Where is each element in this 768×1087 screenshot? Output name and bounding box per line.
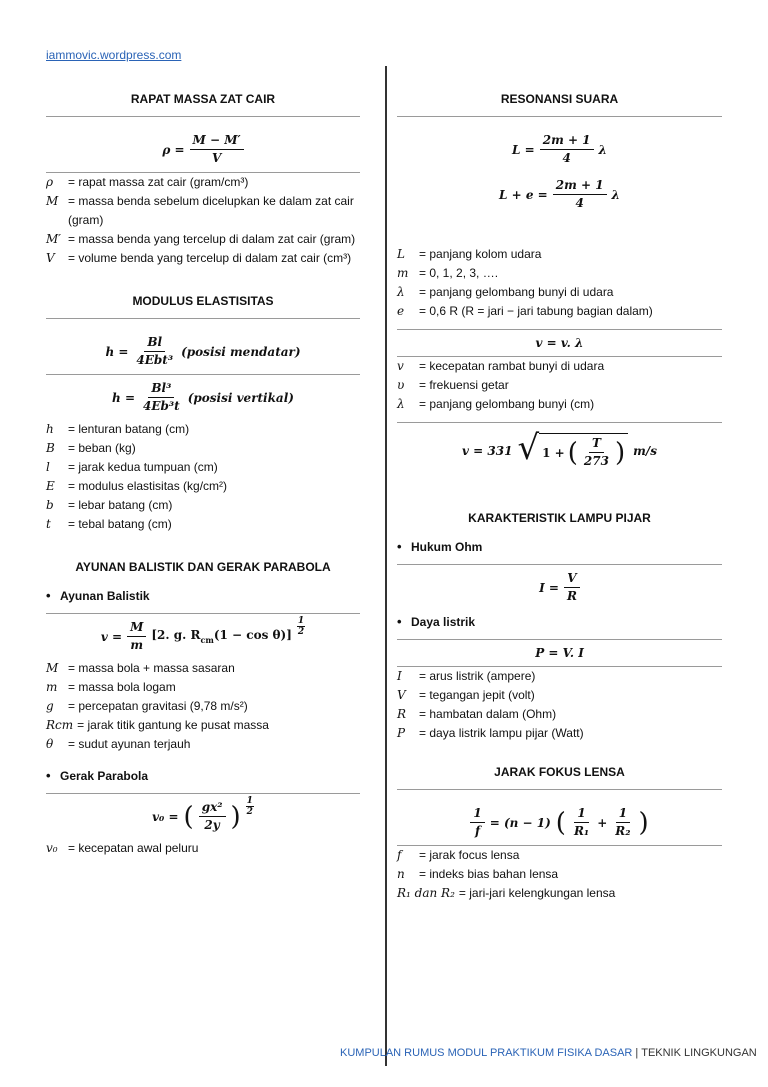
left-column: [46, 92, 360, 866]
square-root: √ 1 + ( $\frac{T}{273}$ ): [517, 433, 628, 469]
definition-row: ρ = rapat massa zat cair (gram/cm³): [46, 175, 249, 189]
exponent-fraction: $\frac{1}{2}$: [246, 796, 253, 817]
definition-row: g = percepatan gravitasi (9,78 m/s²): [46, 699, 248, 713]
page-footer: [340, 1047, 757, 1059]
fraction: $\frac{V}{R}$: [564, 571, 580, 604]
formula-rapat: [46, 127, 360, 173]
definition-row: E = modulus elastisitas (kg/cm²): [46, 479, 228, 493]
fraction: $\frac{2m + 1}{4}$: [553, 178, 607, 211]
definition-row: L = panjang kolom udara: [397, 247, 542, 261]
definition-row: n = indeks bias bahan lensa: [397, 867, 559, 881]
definition-row: v₀ = kecepatan awal peluru: [46, 841, 199, 855]
section-title-lampu: KARAKTERISTIK LAMPU PIJAR: [468, 511, 651, 525]
denominator: V: [211, 151, 222, 165]
formula-daya-listrik: P = V. I: [397, 639, 722, 667]
fraction: $\frac{\text{Bl³}}{\text{4Eb³t}}$: [143, 381, 180, 413]
exponent-fraction: $\frac{1}{2}$: [297, 616, 305, 637]
definition-row: M′ = massa benda yang tercelup di dalam zat cair (gram): [46, 232, 356, 246]
definition-row: m = massa bola logam: [46, 680, 176, 694]
definition-row: M = massa benda sebelum dicelupkan ke dalam zat cair (gram): [46, 194, 354, 227]
formula-modulus-vertikal: h = $\frac{\text{Bl³}}{\text{4Eb³t}}$ (posisi vertikal): [112, 381, 294, 413]
definition-row: P = daya listrik lampu pijar (Watt): [397, 726, 584, 740]
formula-resonansi-2: L + e = $\frac{2m + 1}{4}$ λ: [499, 178, 620, 210]
footer-department: TEKNIK LINGKUNGAN: [641, 1047, 757, 1059]
section-title-modulus: MODULUS ELASTISITAS: [46, 294, 360, 319]
formula-cepat-rambat: v = v. λ: [397, 329, 722, 357]
fraction: $\frac{\text{gx²}}{2y}$: [199, 800, 226, 833]
section-title-lensa: JARAK FOKUS LENSA: [397, 765, 722, 790]
section-title-resonansi: RESONANSI SUARA: [397, 92, 722, 117]
fraction: $\frac{1}{\text{R₁}}$: [573, 806, 590, 838]
formula-resonansi-1: L = $\frac{2m + 1}{4}$ λ: [512, 133, 607, 165]
numerator: M − M′: [190, 133, 244, 150]
definition-row: Rcm = jarak titik gantung ke pusat massa: [46, 718, 269, 732]
definition-row: M = massa bola + massa sasaran: [46, 661, 235, 675]
definition-row: R₁ dan R₂ = jari-jari kelengkungan lensa: [397, 886, 616, 900]
fraction: [190, 133, 244, 166]
definition-row: t = tebal batang (cm): [46, 517, 172, 531]
definitions-parabola: [46, 839, 360, 858]
fraction: $\frac{T}{273}$: [583, 436, 609, 468]
definition-row: R = hambatan dalam (Ohm): [397, 707, 557, 721]
definition-row: θ = sudut ayunan terjauh: [46, 737, 191, 751]
definitions-ayunan: [46, 659, 360, 754]
fraction: $\frac{M}{m}$: [127, 620, 146, 653]
formula-ayunan-balistik: v = $\frac{M}{m}$ [2. g. $R_{cm}(1 - \cos \theta)$] $\frac{1}{2}$: [46, 613, 360, 659]
formula-gerak-parabola: v₀ = ( $\frac{\text{gx²}}{2y}$ ) $\frac{1}{2}$: [46, 793, 360, 839]
formula-lensa: $\frac{1}{f}$ = (n − 1) ( $\frac{1}{\text{R₁}}$ + $\frac{1}{\text{R₂}}$ ): [397, 800, 722, 846]
definitions-lampu: [397, 667, 722, 743]
definitions-lensa: [397, 846, 722, 903]
definitions-resonansi: [397, 245, 722, 321]
section-title-rapat: RAPAT MASSA ZAT CAIR: [46, 92, 360, 117]
definition-row: h = lenturan batang (cm): [46, 422, 190, 436]
formula-lhs: ρ =: [162, 142, 185, 157]
definition-row: l = jarak kedua tumpuan (cm): [46, 460, 218, 474]
fraction: $\frac{1}{f}$: [470, 806, 484, 839]
footer-title: KUMPULAN RUMUS MODUL PRAKTIKUM FISIKA DASAR: [340, 1047, 633, 1059]
section-title-ayunan: AYUNAN BALISTIK DAN GERAK PARABOLA: [75, 560, 331, 574]
fraction: $\frac{Bl}{\text{4Ebt³}}$: [136, 335, 174, 367]
formula-note: (posisi vertikal): [187, 390, 294, 405]
bullet-daya-listrik: • Daya listrik: [397, 614, 722, 629]
formula-hukum-ohm: I = $\frac{V}{R}$: [397, 564, 722, 610]
footer-separator: |: [635, 1047, 639, 1059]
formula-kecepatan-suhu: v = 331 √ 1 + ( $\frac{T}{273}$ ) m/s: [397, 422, 722, 475]
definition-row: m = 0, 1, 2, 3, ….: [397, 266, 499, 280]
definition-row: I = arus listrik (ampere): [397, 669, 536, 683]
definitions-modulus: [46, 420, 360, 534]
definition-row: υ = frekuensi getar: [397, 378, 509, 392]
definition-row: e = 0,6 R (R = jari − jari tabung bagian dalam): [397, 304, 653, 318]
definition-row: b = lebar batang (cm): [46, 498, 173, 512]
fraction: $\frac{1}{\text{R₂}}$: [615, 806, 631, 838]
definition-row: f = jarak focus lensa: [397, 848, 520, 862]
fraction: $\frac{2m + 1}{4}$: [540, 133, 594, 166]
definition-row: V = tegangan jepit (volt): [397, 688, 535, 702]
bullet-ayunan-balistik: • Ayunan Balistik: [46, 588, 360, 603]
definition-row: B = beban (kg): [46, 441, 136, 455]
formula-modulus-mendatar: h = $\frac{Bl}{\text{4Ebt³}}$ (posisi mendatar): [46, 329, 360, 375]
definition-row: V = volume benda yang tercelup di dalam zat cair (cm³): [46, 251, 352, 265]
definition-row: v = kecepatan rambat bunyi di udara: [397, 359, 605, 373]
formula-note: (posisi mendatar): [181, 344, 301, 359]
definitions-rapat: [46, 173, 360, 268]
definitions-cepat-rambat: [397, 357, 722, 414]
column-divider: [385, 66, 387, 1066]
right-column: [397, 92, 722, 911]
definition-row: λ = panjang gelombang bunyi di udara: [397, 285, 614, 299]
bullet-gerak-parabola: • Gerak Parabola: [46, 768, 360, 783]
site-link[interactable]: iammovic.wordpress.com: [46, 48, 182, 62]
bullet-hukum-ohm: • Hukum Ohm: [397, 539, 722, 554]
definition-row: λ = panjang gelombang bunyi (cm): [397, 397, 595, 411]
